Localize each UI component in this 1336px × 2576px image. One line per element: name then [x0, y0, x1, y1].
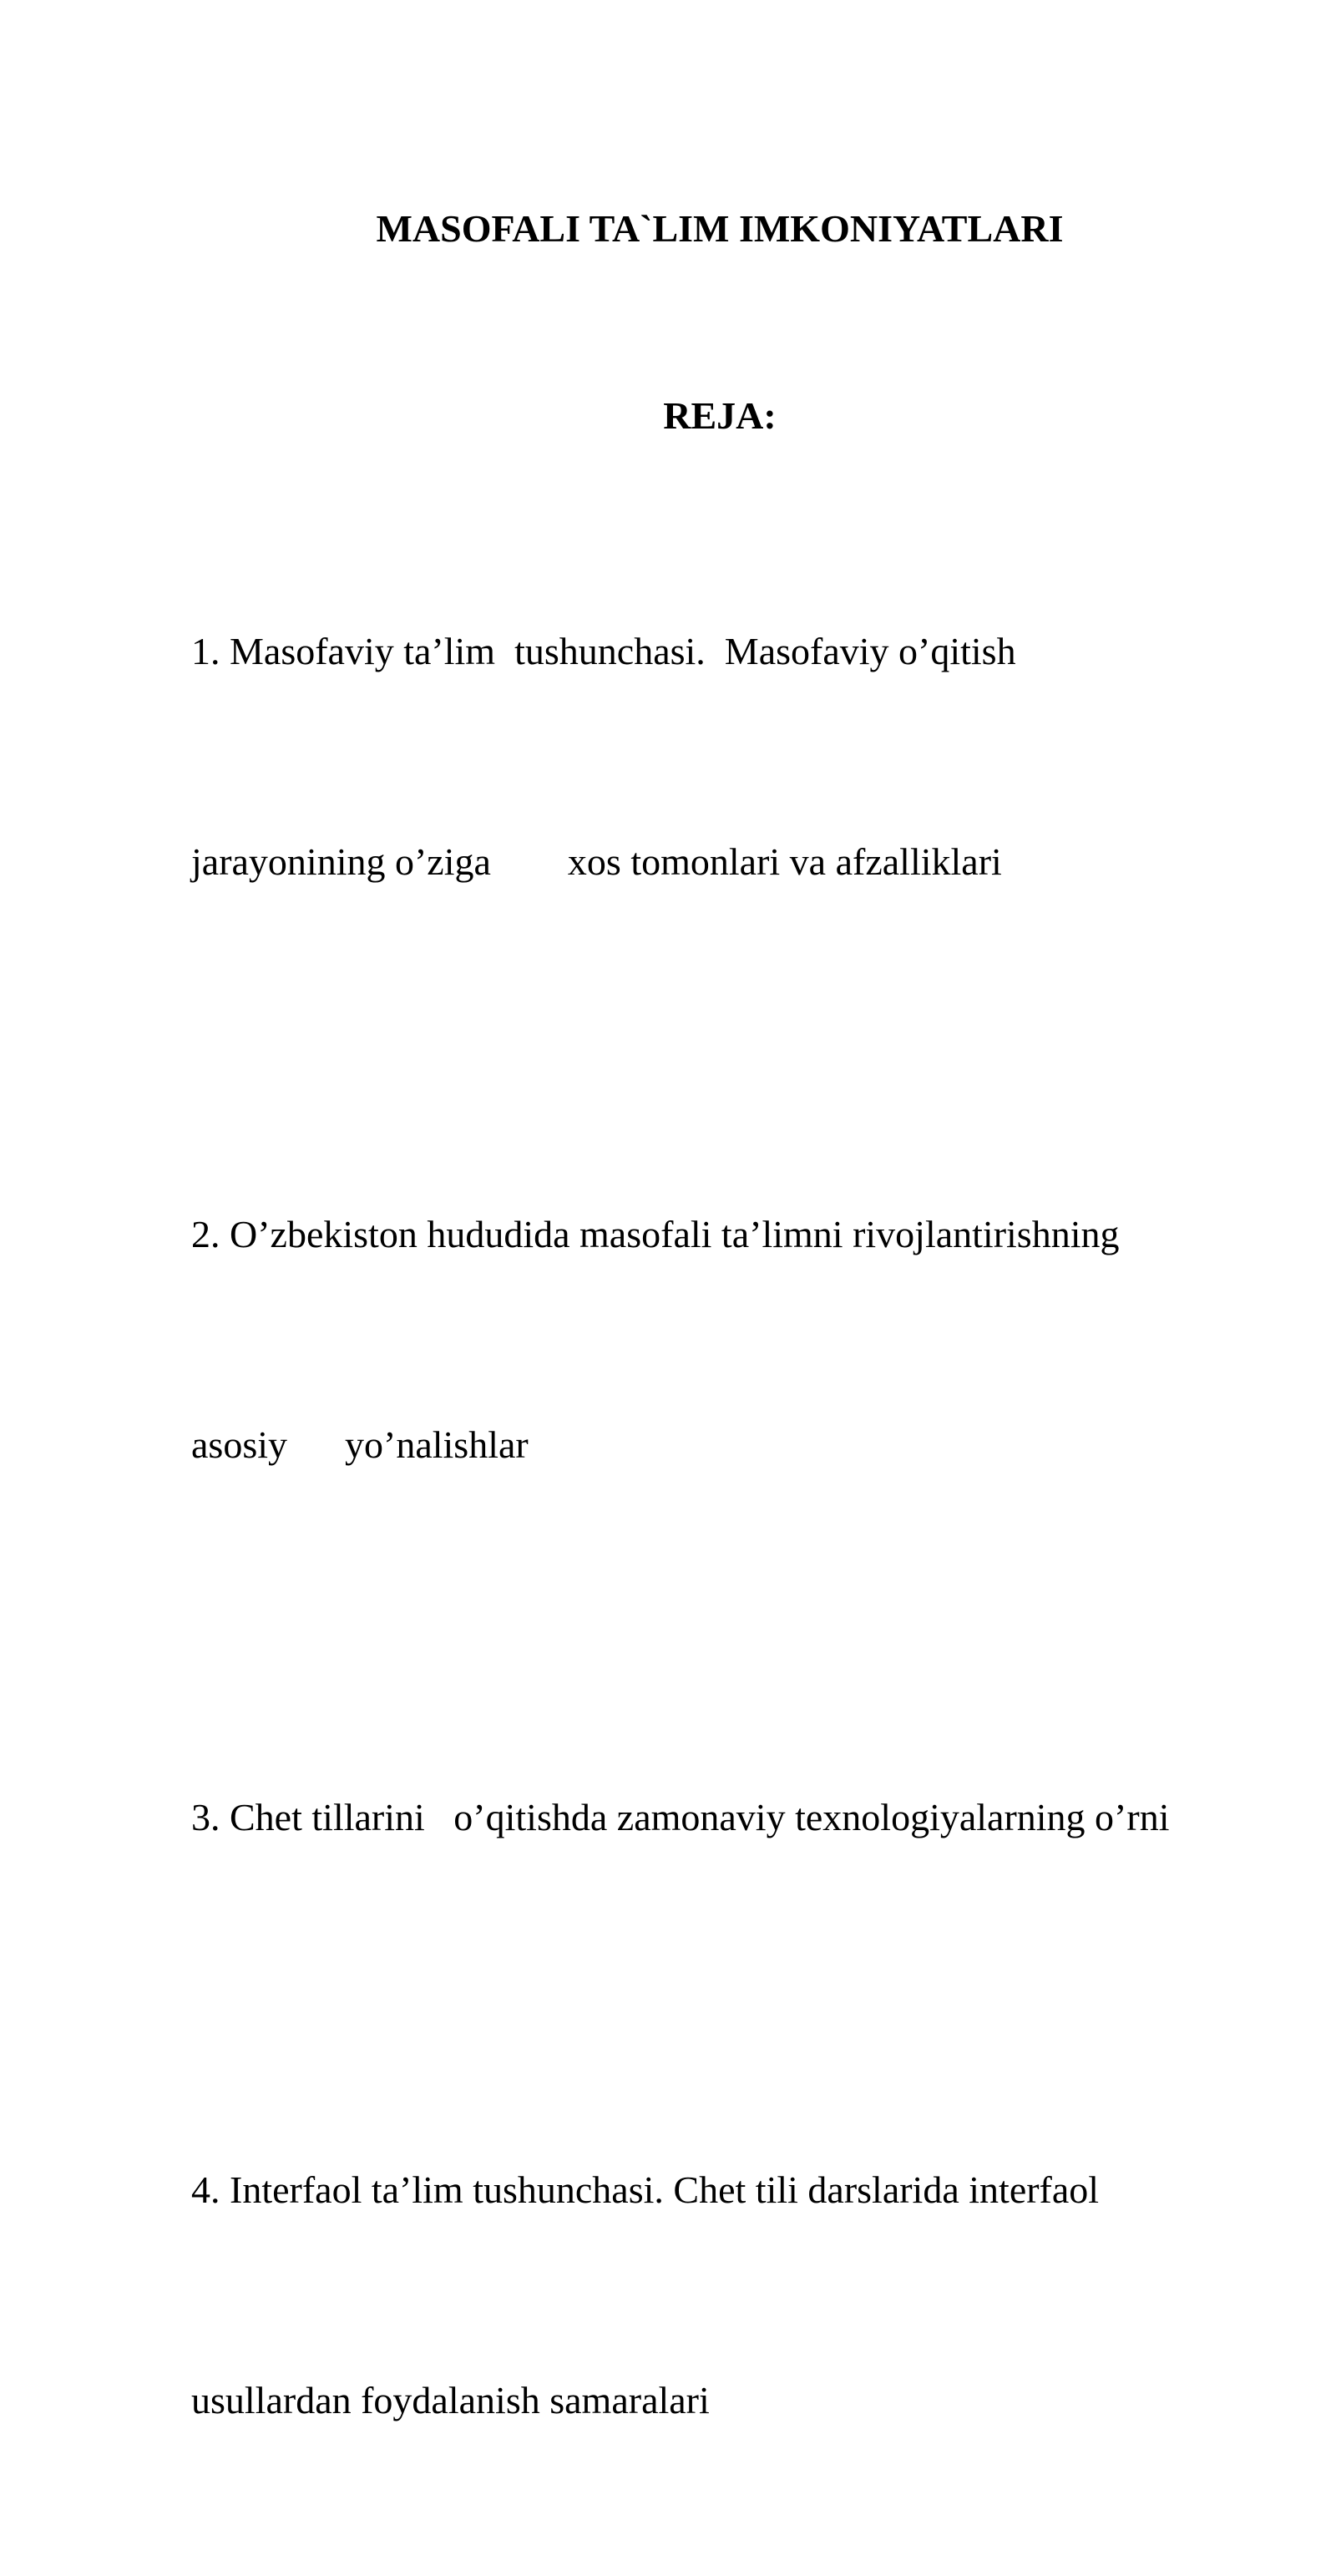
plan-item-2-line-1: 2. O’zbekiston hududida masofali ta’limni rivojlantirishning	[191, 1213, 1120, 1255]
plan-item-4-line-2: usullardan foydalanish samaralari	[191, 2379, 710, 2421]
plan-heading: REJA:	[663, 394, 777, 437]
plan-item-1-line-2: jarayonining o’ziga xos tomonlari va afzalliklari	[191, 840, 1002, 883]
plan-item-2	[191, 1059, 1277, 1620]
plan-item-4	[191, 2015, 1277, 2576]
plan-item-3-line-1: 3. Chet tillarini o’qitishda zamonaviy texnologiyalarning o’rni	[191, 1796, 1170, 1838]
plan-item-1	[191, 476, 1277, 1037]
plan-item-2-line-2: asosiy yo’nalishlar	[191, 1423, 529, 1466]
plan-item-4-line-1: 4. Interfaol ta’lim tushunchasi. Chet tili darslarida interfaol	[191, 2168, 1100, 2211]
plan-list	[191, 476, 1277, 2576]
document-title: MASOFALI TA`LIM IMKONIYATLARI	[376, 207, 1064, 250]
plan-item-3	[191, 1642, 1277, 1993]
plan-item-1-line-1: 1. Masofaviy ta’lim tushunchasi. Masofaviy o’qitish	[191, 630, 1016, 672]
